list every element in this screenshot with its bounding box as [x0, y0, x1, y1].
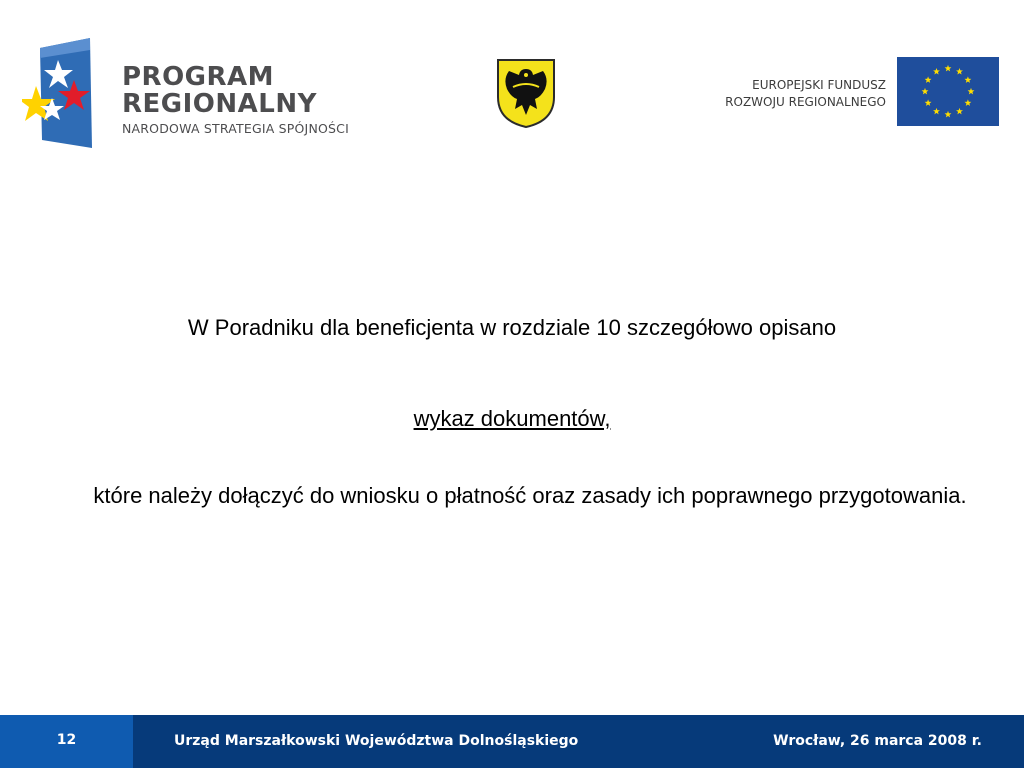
- program-subtitle: NARODOWA STRATEGIA SPÓJNOŚCI: [122, 121, 349, 136]
- eu-fund-line1: EUROPEJSKI FUNDUSZ: [752, 78, 886, 92]
- eu-flag-icon: [897, 57, 999, 126]
- page-number: 12: [56, 732, 77, 748]
- program-title-line1: PROGRAM: [122, 62, 275, 92]
- eu-fund-label: [725, 77, 886, 111]
- footer-place-date: Wrocław, 26 marca 2008 r.: [773, 733, 982, 749]
- footer-organization: Urząd Marszałkowski Województwa Dolnośląskiego: [174, 733, 579, 749]
- program-regionalny-logo: [22, 36, 382, 154]
- document-list-underlined: wykaz dokumentów,: [413, 406, 611, 431]
- page-number-box: [0, 715, 133, 768]
- eu-fund-line2: ROZWOJU REGIONALNEGO: [725, 95, 886, 109]
- intro-text: W Poradniku dla beneficjenta w rozdziale 10 szczegółowo opisano: [187, 315, 837, 340]
- description-text: które należy dołączyć do wniosku o płatność oraz zasady ich poprawnego przygotowania.: [93, 483, 967, 508]
- program-title-line2: REGIONALNY: [122, 89, 317, 119]
- program-flag-icon: [22, 36, 117, 154]
- lower-silesia-eagle-icon: [495, 57, 557, 129]
- footer-bar: [0, 715, 1024, 768]
- document-list-link-text: [0, 405, 1024, 433]
